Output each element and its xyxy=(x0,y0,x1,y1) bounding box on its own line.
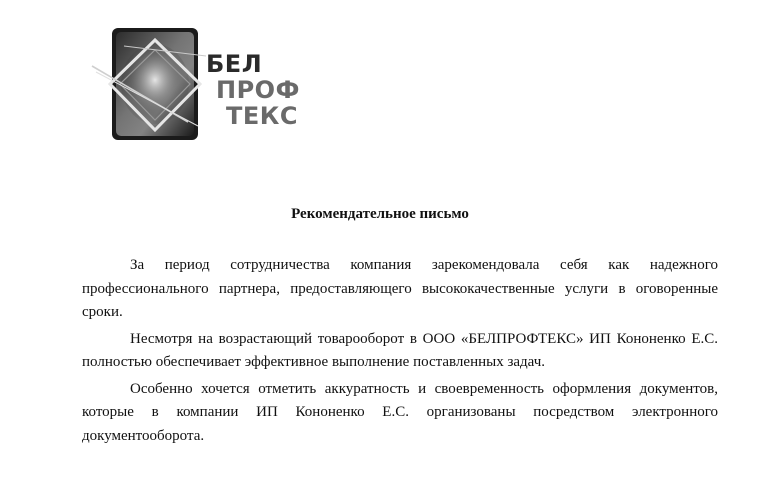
letter-paragraph-1: За период сотрудничества компания зарекомендовала себя как надежного профессионального партнера, предоставляющего высококачественные услуги в оговоренные сроки. xyxy=(82,257,718,320)
logo-word-prof: ПРОФ xyxy=(216,76,300,104)
logo-word-bel: БЕЛ xyxy=(206,50,263,78)
logo-word-teks: ТЕКС xyxy=(226,102,298,130)
letter-paragraph-3: Особенно хочется отметить аккуратность и своевременность оформления документов, которые в компании ИП Кононенко Е.С. организованы посредством электронного документооборота. xyxy=(82,380,718,444)
company-logo xyxy=(88,26,308,144)
letter-title: Рекомендательное письмо xyxy=(291,206,469,222)
letter-body xyxy=(82,254,718,451)
letter-paragraph-2: Несмотря на возрастающий товарооборот в ООО «БЕЛПРОФТЕКС» ИП Кононенко Е.С. полностью обеспечивает эффективное выполнение поставленных задач. xyxy=(82,330,718,370)
